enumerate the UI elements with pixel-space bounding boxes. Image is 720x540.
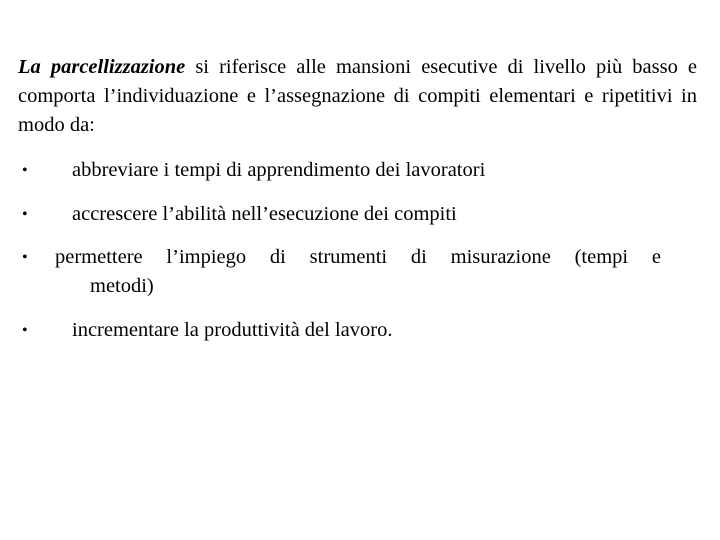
bullet-icon: • — [22, 322, 28, 339]
intro-text: si riferisce alle mansioni esecutive di livello più basso e comporta l’individuazione e l’assegnazione di compiti elementari e ripetitivi in modo da: — [18, 56, 697, 136]
bullet-text: incrementare la produttività del lavoro. — [72, 319, 393, 341]
bullet-text-continuation: metodi) — [90, 275, 154, 297]
bullet-icon: • — [22, 162, 28, 179]
bullet-text: abbreviare i tempi di apprendimento dei lavoratori — [72, 159, 486, 181]
intro-paragraph — [18, 53, 697, 140]
bullet-icon: • — [22, 249, 28, 266]
bullet-text: permettere l’impiego di strumenti di misurazione (tempi e — [55, 246, 661, 268]
bullet-icon: • — [22, 206, 28, 223]
bullet-text: accrescere l’abilità nell’esecuzione dei compiti — [72, 203, 457, 225]
intro-term: La parcellizzazione — [18, 56, 186, 78]
